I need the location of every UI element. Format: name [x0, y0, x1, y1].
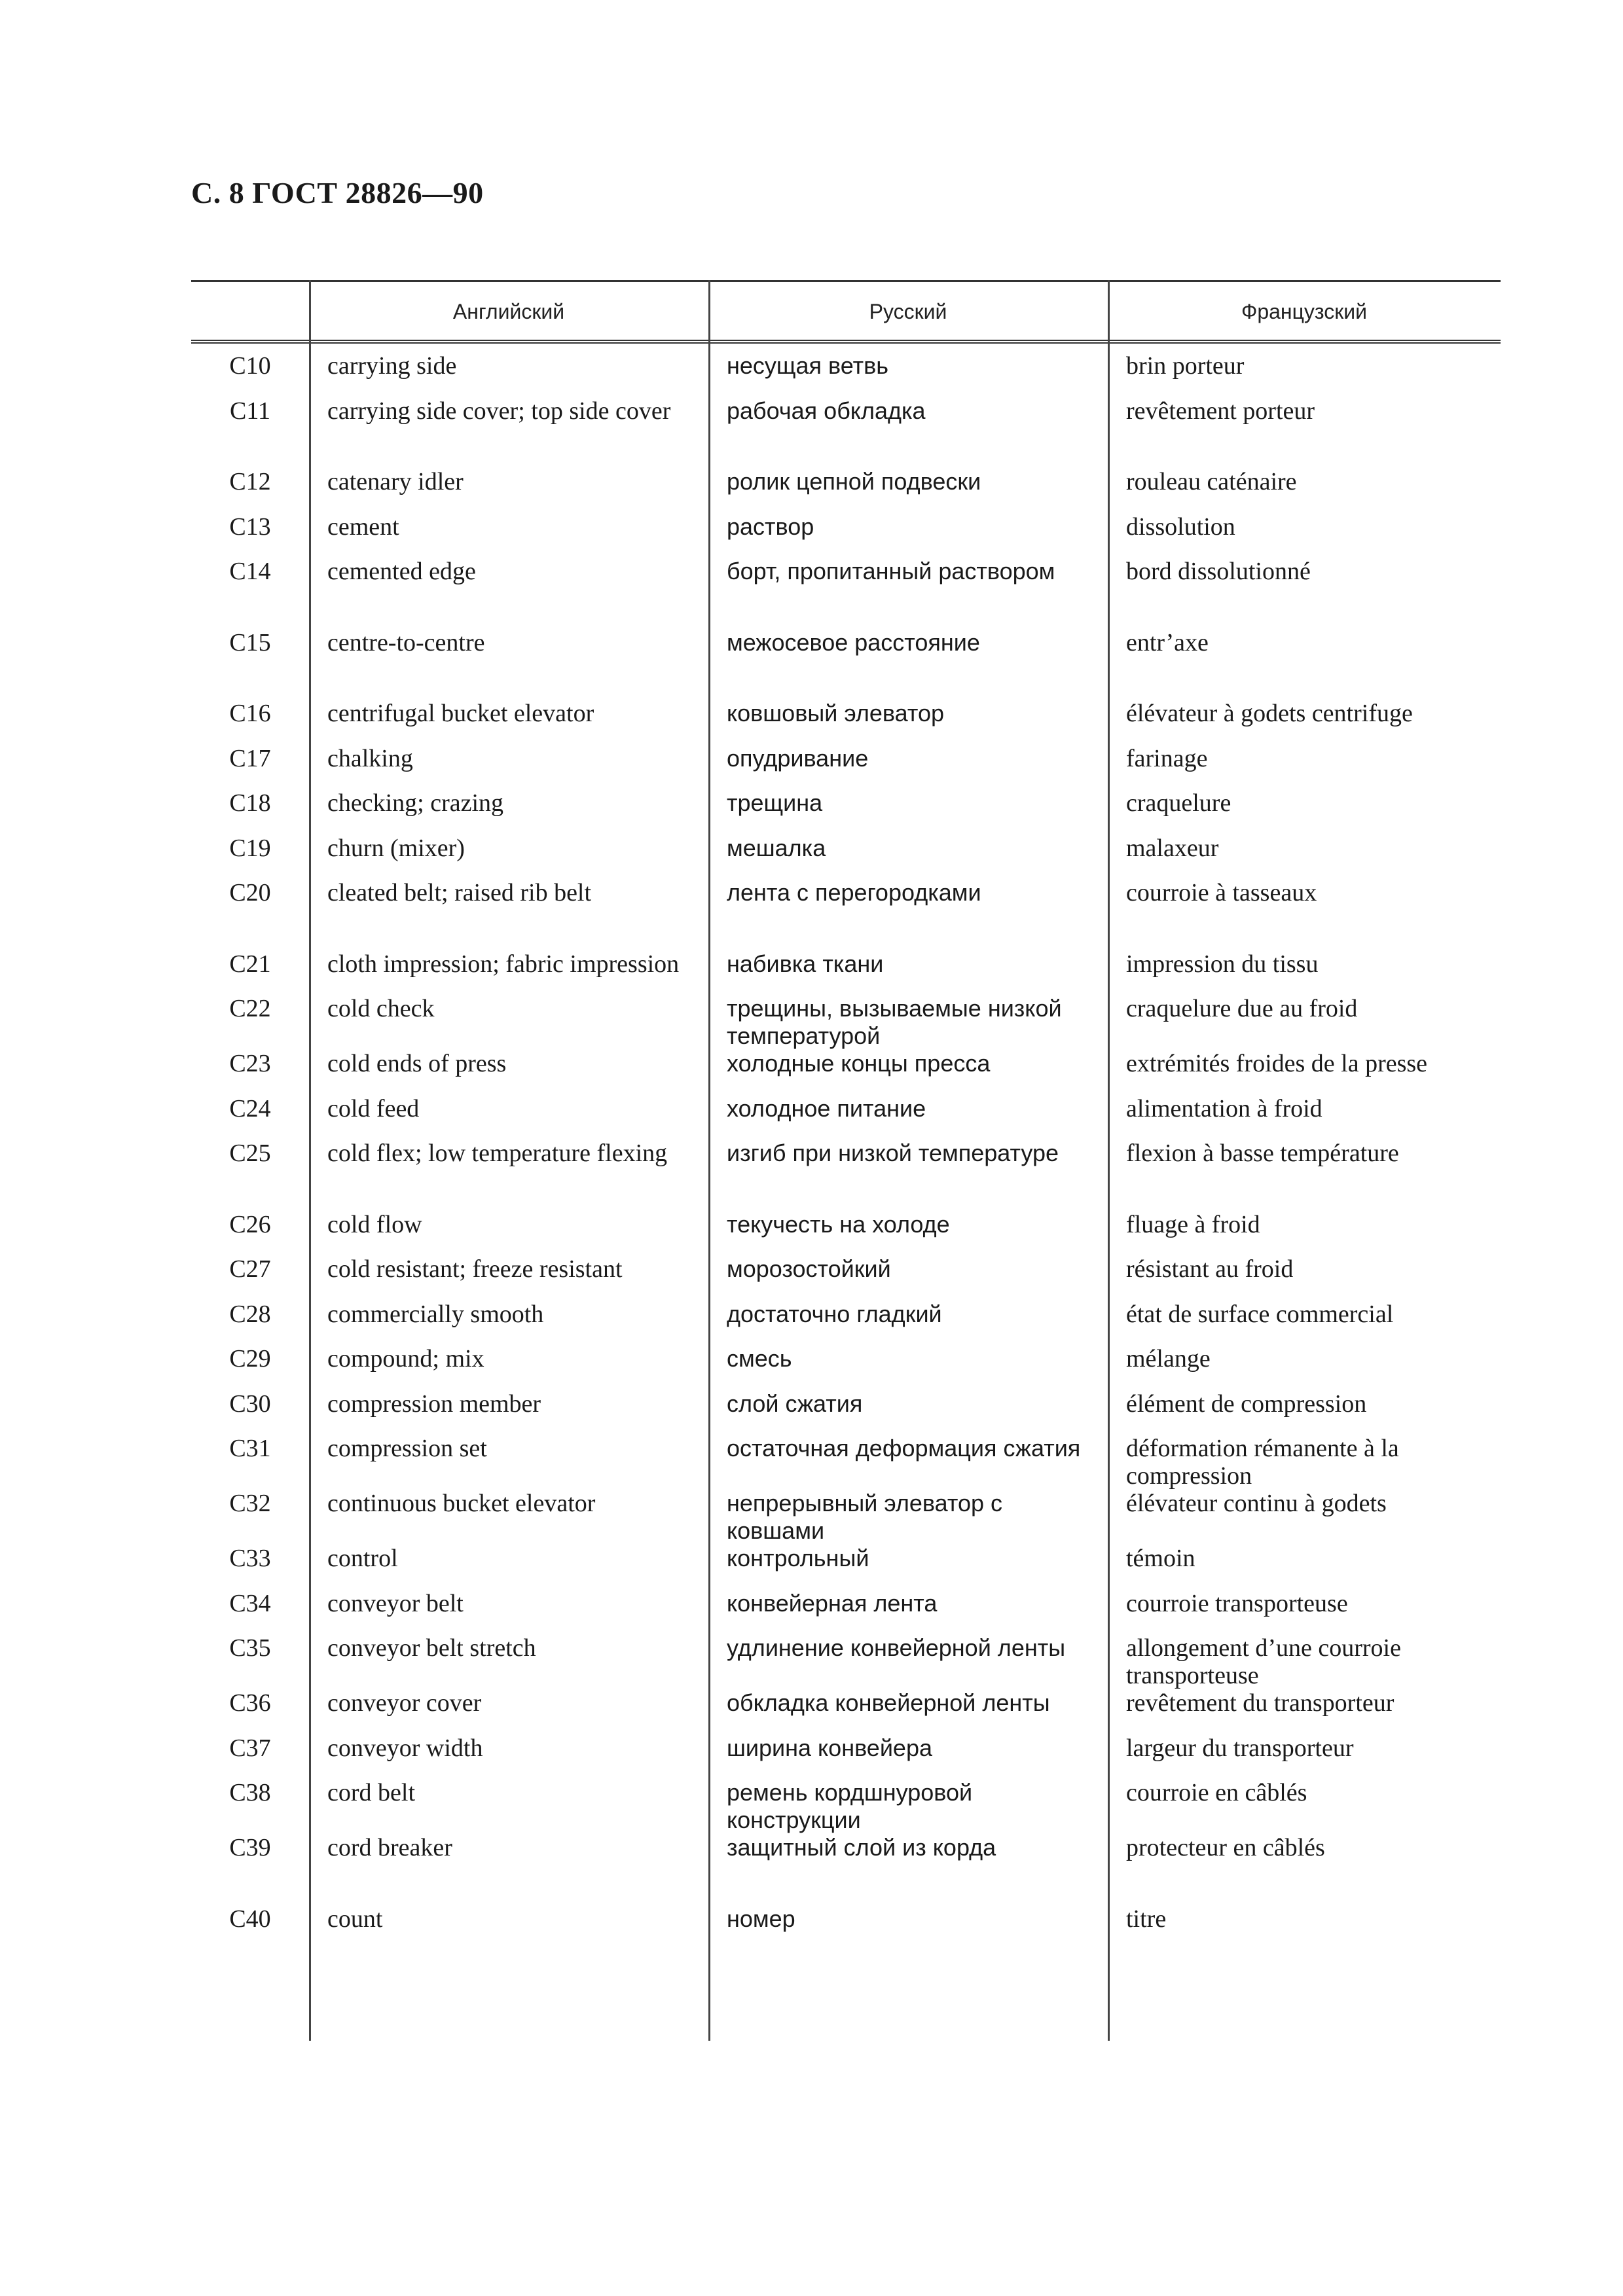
term-code: C34	[229, 1589, 271, 1617]
table-body	[191, 352, 1501, 1950]
term-code: C23	[229, 1050, 271, 1077]
russian-term: конвейерная лента	[727, 1589, 938, 1617]
column-header-french: Французский	[1241, 300, 1367, 323]
term-code: C39	[229, 1834, 271, 1861]
french-term: résistant au froid	[1126, 1255, 1294, 1283]
russian-term: контрольный	[727, 1545, 869, 1571]
english-term: compound; mix	[327, 1345, 484, 1372]
table-row	[191, 397, 1501, 442]
term-code: C36	[229, 1689, 271, 1717]
term-code: C21	[229, 950, 271, 978]
term-code: C14	[229, 558, 271, 585]
term-code: C13	[229, 512, 271, 541]
russian-term: обкладка конвейерной ленты	[727, 1689, 1050, 1716]
russian-term: трещины, вызываемые низкой температурой	[727, 995, 1062, 1049]
french-term: entr’axe	[1126, 628, 1209, 656]
english-term: cold flow	[327, 1210, 422, 1238]
english-term: cord breaker	[327, 1834, 452, 1861]
english-term: cloth impression; fabric impression	[327, 950, 680, 978]
table-row	[191, 1435, 1501, 1490]
french-term: courroie à tasseaux	[1126, 879, 1317, 906]
table-row	[191, 1689, 1501, 1734]
term-code: C18	[229, 789, 271, 817]
term-code: C29	[229, 1345, 271, 1372]
russian-term: морозостойкий	[727, 1255, 891, 1282]
term-code: C20	[229, 879, 271, 906]
english-term: centre-to-centre	[327, 628, 485, 656]
english-term: carrying side cover; top side cover	[327, 397, 671, 425]
table-row	[191, 1300, 1501, 1346]
english-term: control	[327, 1545, 398, 1572]
table-row	[191, 1834, 1501, 1879]
russian-term: раствор	[727, 512, 814, 540]
term-code: C26	[229, 1210, 271, 1238]
table-row	[191, 1545, 1501, 1590]
term-code: C28	[229, 1300, 271, 1328]
term-code: C38	[229, 1779, 271, 1806]
table-row	[191, 558, 1501, 603]
russian-term: набивка ткани	[727, 950, 884, 977]
english-term: conveyor width	[327, 1734, 483, 1762]
term-code: C11	[230, 397, 270, 425]
french-term: élévateur continu à godets	[1126, 1490, 1387, 1517]
english-term: compression set	[327, 1435, 487, 1462]
table-row	[191, 1634, 1501, 1689]
french-term: revêtement porteur	[1126, 397, 1315, 425]
term-code: C27	[229, 1255, 271, 1283]
russian-term: мешалка	[727, 834, 826, 861]
french-term: alimentation à froid	[1126, 1094, 1322, 1122]
english-term: cold feed	[327, 1094, 420, 1122]
table-row	[191, 700, 1501, 745]
french-term: malaxeur	[1126, 834, 1219, 862]
table-row	[191, 513, 1501, 558]
english-term: count	[327, 1905, 383, 1933]
table-row	[191, 468, 1501, 513]
russian-term: ковшовый элеватор	[727, 700, 944, 726]
french-term: revêtement du transporteur	[1126, 1689, 1395, 1717]
russian-term: лента с перегородками	[727, 879, 981, 906]
term-code: C25	[229, 1139, 271, 1167]
russian-term: холодное питание	[727, 1094, 926, 1122]
french-term: rouleau caténaire	[1126, 468, 1297, 495]
russian-term: ролик цепной подвески	[727, 468, 981, 495]
russian-term: несущая ветвь	[727, 352, 888, 379]
term-code: C19	[229, 834, 271, 862]
english-term: cold resistant; freeze resistant	[327, 1255, 623, 1283]
french-term: extrémités froides de la presse	[1126, 1050, 1428, 1077]
french-term: allongement d’une courroie transporteuse	[1126, 1634, 1401, 1689]
french-term: bord dissolutionné	[1126, 558, 1311, 585]
french-term: brin porteur	[1126, 352, 1245, 380]
table-row	[191, 745, 1501, 790]
french-term: craquelure	[1126, 789, 1231, 817]
russian-term: текучесть на холоде	[727, 1210, 950, 1238]
french-term: farinage	[1126, 744, 1208, 772]
russian-term: трещина	[727, 789, 823, 816]
term-code: C15	[229, 628, 271, 656]
table-row	[191, 1345, 1501, 1390]
term-code: C35	[229, 1634, 271, 1662]
table-row	[191, 995, 1501, 1050]
french-term: flexion à basse température	[1126, 1139, 1399, 1167]
english-term: continuous bucket elevator	[327, 1490, 596, 1517]
header-double-rule	[191, 340, 1501, 344]
table-row	[191, 879, 1501, 924]
english-term: churn (mixer)	[327, 834, 465, 862]
russian-term: межосевое расстояние	[727, 628, 980, 656]
english-term: commercially smooth	[327, 1300, 544, 1328]
russian-term: удлинение конвейерной ленты	[727, 1634, 1066, 1661]
column-header-english: Английский	[452, 300, 565, 323]
russian-term: остаточная деформация сжатия	[727, 1435, 1081, 1462]
french-term: élévateur à godets centrifuge	[1126, 700, 1413, 727]
french-term: fluage à froid	[1126, 1210, 1260, 1238]
table-row	[191, 1905, 1501, 1950]
russian-term: изгиб при низкой температуре	[727, 1139, 1059, 1166]
english-term: cold check	[327, 995, 435, 1022]
french-term: largeur du transporteur	[1126, 1734, 1354, 1762]
russian-term: непрерывный элеватор с ковшами	[727, 1490, 1003, 1544]
table-row	[191, 950, 1501, 996]
english-term: cold flex; low temperature flexing	[327, 1139, 668, 1167]
french-term: protecteur en câblés	[1126, 1834, 1325, 1861]
term-code: C24	[229, 1094, 271, 1122]
table-row	[191, 1255, 1501, 1300]
table-row	[191, 1139, 1501, 1185]
term-code: C40	[229, 1905, 271, 1933]
table-top-rule	[191, 280, 1501, 282]
french-term: titre	[1126, 1905, 1167, 1933]
russian-term: ремень кордшнуровой конструкции	[727, 1779, 973, 1833]
term-code: C12	[229, 468, 271, 495]
term-code: C31	[229, 1435, 271, 1462]
russian-term: достаточно гладкий	[727, 1300, 942, 1327]
english-term: cold ends of press	[327, 1050, 507, 1077]
english-term: conveyor cover	[327, 1689, 482, 1717]
french-term: état de surface commercial	[1126, 1300, 1394, 1328]
russian-term: ширина конвейера	[727, 1734, 932, 1761]
french-term: courroie en câblés	[1126, 1779, 1307, 1806]
term-code: C10	[229, 352, 271, 380]
term-code: C22	[229, 995, 271, 1022]
table-row	[191, 1095, 1501, 1140]
table-row	[191, 1390, 1501, 1435]
term-code: C30	[229, 1390, 271, 1418]
english-term: cemented edge	[327, 558, 476, 585]
english-term: chalking	[327, 744, 413, 772]
term-code: C37	[229, 1734, 271, 1762]
english-term: checking; crazing	[327, 789, 504, 817]
french-term: mélange	[1126, 1345, 1211, 1372]
russian-term: борт, пропитанный раствором	[727, 558, 1055, 584]
table-row	[191, 789, 1501, 834]
russian-term: опудривание	[727, 744, 869, 772]
english-term: catenary idler	[327, 468, 464, 495]
french-term: dissolution	[1126, 512, 1235, 541]
russian-term: холодные концы пресса	[727, 1050, 991, 1077]
russian-term: слой сжатия	[727, 1390, 863, 1417]
english-term: compression member	[327, 1390, 541, 1418]
english-term: cleated belt; raised rib belt	[327, 879, 592, 906]
table-row	[191, 834, 1501, 880]
page-header: С. 8 ГОСТ 28826—90	[191, 176, 484, 209]
table-row	[191, 1734, 1501, 1780]
russian-term: смесь	[727, 1345, 792, 1372]
french-term: courroie transporteuse	[1126, 1589, 1348, 1617]
english-term: carrying side	[327, 352, 457, 380]
french-term: impression du tissu	[1126, 950, 1319, 978]
french-term: craquelure due au froid	[1126, 995, 1358, 1022]
english-term: cord belt	[327, 1779, 416, 1806]
table-row	[191, 1211, 1501, 1256]
english-term: centrifugal bucket elevator	[327, 700, 594, 727]
table-row	[191, 1590, 1501, 1635]
term-code: C17	[229, 744, 271, 772]
table-row	[191, 352, 1501, 397]
french-term: élément de compression	[1126, 1390, 1367, 1418]
russian-term: рабочая обкладка	[727, 397, 926, 424]
english-term: conveyor belt stretch	[327, 1634, 536, 1662]
term-code: C32	[229, 1490, 271, 1517]
french-term: témoin	[1126, 1545, 1195, 1572]
russian-term: защитный слой из корда	[727, 1834, 996, 1861]
english-term: cement	[327, 512, 399, 541]
term-code: C33	[229, 1545, 271, 1572]
table-row	[191, 1779, 1501, 1834]
english-term: conveyor belt	[327, 1589, 464, 1617]
table-row	[191, 629, 1501, 674]
column-header-russian: Русский	[869, 300, 947, 323]
table-row	[191, 1050, 1501, 1095]
russian-term: номер	[727, 1905, 795, 1932]
french-term: déformation rémanente à la compression	[1126, 1435, 1399, 1490]
table-row	[191, 1490, 1501, 1545]
term-code: C16	[229, 700, 271, 727]
